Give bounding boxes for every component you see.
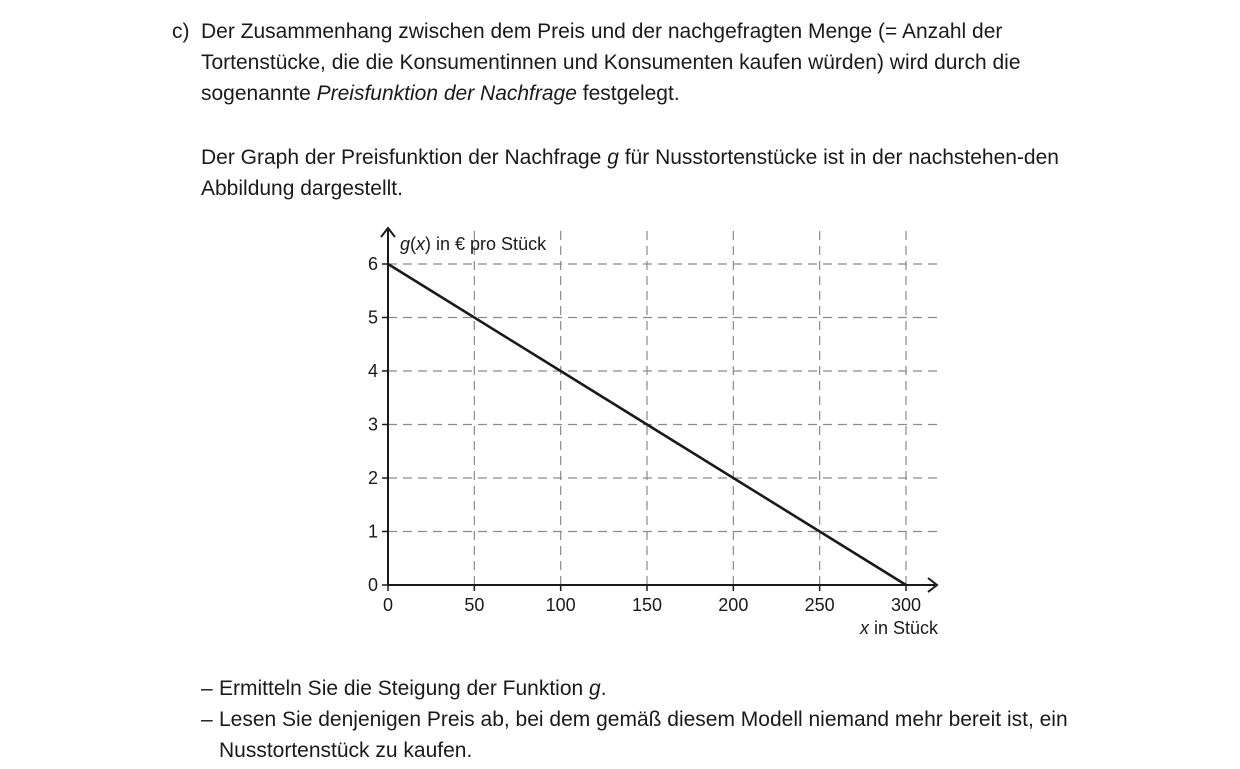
y-label-paren-open: (: [410, 234, 417, 254]
task-dash: –: [201, 708, 213, 731]
task-text-end: .: [600, 677, 607, 700]
y-label-func: g: [400, 234, 411, 254]
y-label-var: x: [416, 234, 426, 254]
intro-text-1: Der Zusammenhang zwischen dem Preis und der nachgefragten Menge (= Anzahl der Tortenstücke, die die Konsumentinnen und Konsumenten kaufen würden) wird durch die sogenannte: [201, 20, 1021, 105]
y-tick-label: 5: [367, 307, 378, 328]
y-tick-label: 0: [367, 575, 378, 595]
demand-price-chart: [350, 220, 960, 650]
graph-text-1: Der Graph der Preisfunktion der Nachfrage: [201, 146, 608, 169]
x-tick-label: 150: [631, 595, 663, 615]
task-list: [201, 673, 1101, 766]
intro-paragraph: [201, 16, 1101, 109]
task-text: Ermitteln Sie die Steigung der Funktion: [219, 677, 590, 700]
task-item-slope: [201, 673, 1101, 704]
task-item-price: [201, 704, 1101, 766]
x-tick-label: 300: [890, 595, 922, 615]
chart-axes: [381, 228, 937, 592]
x-tick-label: 250: [804, 595, 835, 615]
y-tick-label: 2: [367, 468, 378, 488]
section-label: c): [172, 20, 190, 43]
chart-grid: [388, 228, 940, 585]
x-label-var: x: [859, 618, 869, 638]
y-tick-label: 1: [367, 521, 378, 542]
graph-text-2: für Nusstortenstücke ist in der nachstehen-den Abbildung dargestellt.: [201, 146, 1059, 200]
graph-description: [201, 142, 1101, 204]
y-axis-label: [400, 234, 547, 254]
y-tick-label: 6: [367, 254, 378, 274]
intro-emphasis: Preisfunktion der Nachfrage: [316, 82, 577, 105]
y-label-unit: in € pro Stück: [431, 234, 547, 254]
task-text: Lesen Sie denjenigen Preis ab, bei dem gemäß diesem Modell niemand mehr bereit ist, ein Nusstortenstück zu kaufen.: [219, 708, 1068, 762]
graph-variable: g: [607, 146, 619, 169]
x-tick-label: 200: [718, 595, 749, 615]
y-label-paren-close: ): [425, 234, 432, 254]
y-tick-label: 4: [367, 361, 378, 381]
y-tick-label: 3: [367, 414, 378, 435]
x-label-unit: in Stück: [868, 618, 938, 638]
intro-text-2: festgelegt.: [576, 82, 680, 105]
chart-ticks: [368, 254, 921, 615]
task-variable: g: [589, 677, 601, 700]
x-axis-label: [859, 618, 939, 638]
x-tick-label: 100: [545, 595, 576, 615]
x-tick-label: 50: [464, 595, 485, 615]
x-tick-label: 0: [382, 595, 394, 615]
task-dash: –: [201, 677, 213, 700]
